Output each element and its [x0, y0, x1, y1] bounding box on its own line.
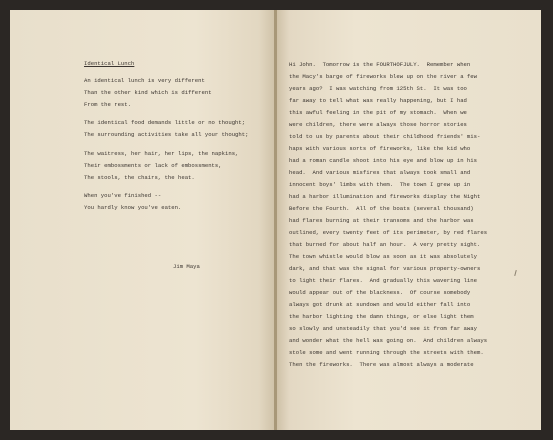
letter-line: had a roman candle shoot into his eye and blow up in his [289, 157, 477, 164]
letter-line: had a harbor illumination and fireworks display the Night [289, 193, 481, 200]
left-page [10, 10, 275, 430]
poem-title: Identical Lunch [84, 60, 135, 67]
letter-line: Then the fireworks. There was almost always a moderate [289, 361, 474, 368]
letter-line: were children, there were always those horror stories [289, 121, 467, 128]
letter-line: would appear out of the blackness. Of course somebody [289, 289, 471, 296]
letter-line: and wonder what the hell was going on. And children always [289, 337, 488, 344]
book-gutter [274, 10, 277, 430]
letter-line: told to us by parents about their childhood friends' mis- [289, 133, 481, 140]
letter-line: stole some and went running through the streets with them. [289, 349, 484, 356]
poem-line: The stools, the chairs, the heat. [84, 174, 195, 181]
letter-line: that burned for about half an hour. A very pretty sight. [289, 241, 481, 248]
letter-line: years ago? I was watching from 125th St. It was too [289, 85, 467, 92]
poem-line: Their embossments or lack of embossments, [84, 162, 222, 169]
letter-line: far away to tell what was really happening, but I had [289, 97, 467, 104]
letter-line: The town whistle would blow as soon as it was absolutely [289, 253, 477, 260]
letter-line: had flares burning at their transoms and the harbor was [289, 217, 474, 224]
poem-line: Than the other kind which is different [84, 89, 212, 96]
poem-line: From the rest. [84, 101, 131, 108]
letter-line: outlined, every twenty feet of its perimeter, by red flares [289, 229, 488, 236]
letter-line: Hi John. Tomorrow is the FOURTHOFJULY. Remember when [289, 61, 471, 68]
letter-line: so slowly and unsteadily that you'd see it from far away [289, 325, 477, 332]
poem-line: An identical lunch is very different [84, 77, 205, 84]
letter-line: innocent boys' limbs with them. The town I grew up in [289, 181, 471, 188]
poem-author: Jim Maya [173, 263, 200, 270]
poem-line: When you've finished -- [84, 192, 162, 199]
letter-line: the harbor lighting the damn things, or else light them [289, 313, 474, 320]
letter-line: the Macy's barge of fireworks blew up on the river a few [289, 73, 477, 80]
poem-line: The surrounding activities take all your thought; [84, 131, 249, 138]
poem-line: You hardly know you've eaten. [84, 204, 182, 211]
poem-line: The waitress, her hair, her lips, the napkins, [84, 150, 239, 157]
letter-line: to light their flares. And gradually this wavering line [289, 277, 477, 284]
letter-line: Before the Fourth. All of the boats (several thousand) [289, 205, 474, 212]
letter-line: this awful feeling in the pit of my stomach. When we [289, 109, 467, 116]
letter-line: dark, and that was the signal for various property-owners [289, 265, 481, 272]
letter-line: haps with various sorts of fireworks, like the kid who [289, 145, 471, 152]
letter-line: always got drunk at sundown and would either fall into [289, 301, 471, 308]
letter-line: head. And various misfires that always took small and [289, 169, 471, 176]
poem-line: The identical food demands little or no thought; [84, 119, 246, 126]
